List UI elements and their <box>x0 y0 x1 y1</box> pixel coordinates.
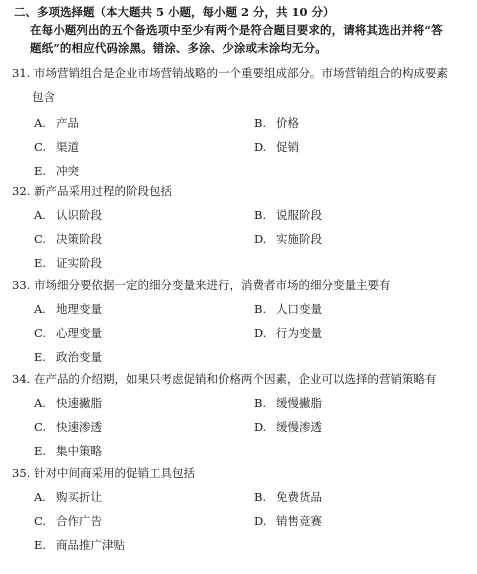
question-text: 市场营销组合是企业市场营销战略的一个重要组成部分。市场营销组合的构成要素 <box>33 66 448 80</box>
question-text: 针对中间商采用的促销工具包括 <box>33 466 195 480</box>
question-text-continued: 包含 <box>32 90 55 104</box>
option-row <box>12 252 472 274</box>
option-row <box>12 510 472 532</box>
question-stem <box>12 64 472 82</box>
option-c[interactable]: C. 渠道 <box>34 140 79 154</box>
option-c[interactable]: C. 快速渗透 <box>34 420 102 434</box>
option-row <box>12 228 472 250</box>
question-34 <box>12 370 472 462</box>
option-row <box>12 534 472 556</box>
option-b[interactable]: B. 价格 <box>254 116 299 130</box>
option-a[interactable]: A. 快速撇脂 <box>34 396 102 410</box>
option-d[interactable]: D. 行为变量 <box>254 326 322 340</box>
option-d[interactable]: D. 销售竞赛 <box>254 514 322 528</box>
option-e[interactable]: E. 政治变量 <box>34 350 102 364</box>
option-e[interactable]: E. 证实阶段 <box>34 256 102 270</box>
option-row <box>12 486 472 508</box>
question-35 <box>12 464 472 556</box>
instruction-line-1: 在每小题列出的五个备选项中至少有两个是符合题目要求的，请将其选出并将“答 <box>30 23 443 37</box>
question-number: 34. <box>12 372 31 386</box>
option-row <box>12 322 472 344</box>
option-c[interactable]: C. 心理变量 <box>34 326 102 340</box>
question-number: 32. <box>12 184 31 198</box>
option-e[interactable]: E. 集中策略 <box>34 444 102 458</box>
question-stem <box>12 182 472 200</box>
question-stem <box>12 276 472 294</box>
option-row <box>12 416 472 438</box>
option-b[interactable]: B. 人口变量 <box>254 302 322 316</box>
question-text: 市场细分要依据一定的细分变量来进行，消费者市场的细分变量主要有 <box>33 278 391 292</box>
instruction-line-2: 题纸”的相应代码涂黑。错涂、多涂、少涂或未涂均无分。 <box>30 41 327 55</box>
question-stem <box>12 370 472 388</box>
option-e[interactable]: E. 冲突 <box>34 164 79 178</box>
option-b[interactable]: B. 缓慢撇脂 <box>254 396 322 410</box>
option-c[interactable]: C. 决策阶段 <box>34 232 102 246</box>
option-a[interactable]: A. 地理变量 <box>34 302 102 316</box>
option-row <box>12 298 472 320</box>
option-b[interactable]: B. 免费货品 <box>254 490 322 504</box>
option-row <box>12 204 472 226</box>
question-number: 33. <box>12 278 31 292</box>
question-32 <box>12 182 472 274</box>
question-stem <box>12 464 472 482</box>
option-b[interactable]: B. 说服阶段 <box>254 208 322 222</box>
option-e[interactable]: E. 商品推广津贴 <box>34 538 125 552</box>
option-a[interactable]: A. 认识阶段 <box>34 208 102 222</box>
option-row <box>12 392 472 414</box>
question-33 <box>12 276 472 368</box>
option-row <box>12 440 472 462</box>
question-number: 35. <box>12 466 31 480</box>
option-d[interactable]: D. 缓慢渗透 <box>254 420 322 434</box>
option-row <box>12 136 472 158</box>
option-row <box>12 346 472 368</box>
question-text: 在产品的介绍期，如果只考虑促销和价格两个因素，企业可以选择的营销策略有 <box>33 372 437 386</box>
option-row <box>12 112 472 134</box>
option-row <box>12 160 472 182</box>
option-a[interactable]: A. 购买折让 <box>34 490 102 504</box>
option-d[interactable]: D. 实施阶段 <box>254 232 322 246</box>
question-31 <box>12 64 472 182</box>
option-c[interactable]: C. 合作广告 <box>34 514 102 528</box>
question-text: 新产品采用过程的阶段包括 <box>33 184 172 198</box>
section-title: 二、多项选择题（本大题共 5 小题，每小题 2 分，共 10 分） <box>14 5 335 19</box>
option-a[interactable]: A. 产品 <box>34 116 79 130</box>
question-number: 31. <box>12 66 31 80</box>
option-d[interactable]: D. 促销 <box>254 140 299 154</box>
